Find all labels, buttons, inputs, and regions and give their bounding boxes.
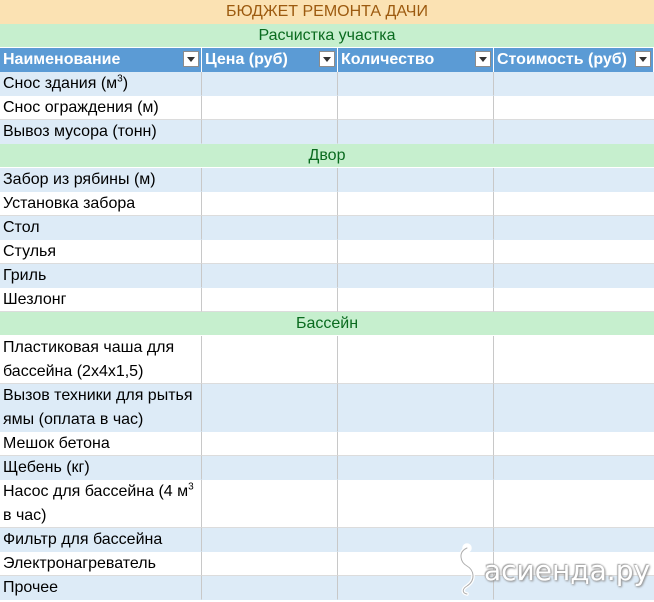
price-cell[interactable]: [202, 216, 338, 240]
row-label-cell[interactable]: [0, 96, 202, 120]
section-header-clearing: Расчистка участка: [0, 24, 654, 48]
quantity-cell[interactable]: [338, 192, 494, 216]
row-label-cell[interactable]: [0, 384, 202, 432]
row-label-cell[interactable]: [0, 336, 202, 384]
price-cell[interactable]: [202, 192, 338, 216]
cost-cell[interactable]: [494, 96, 654, 120]
price-cell[interactable]: [202, 480, 338, 528]
price-cell[interactable]: [202, 456, 338, 480]
row-label: Снос здания (м: [3, 75, 118, 92]
superscript: 3: [117, 73, 123, 85]
price-cell[interactable]: [202, 288, 338, 312]
row-label-line2: в час): [3, 507, 47, 524]
price-cell[interactable]: [202, 168, 338, 192]
column-header-label: Стоимость (руб): [497, 51, 627, 68]
cost-cell[interactable]: [494, 288, 654, 312]
column-header-label: Наименование: [3, 51, 121, 68]
row-label-cell[interactable]: [0, 432, 202, 456]
row-label-line2: бассейна (2х4х1,5): [3, 363, 144, 380]
row-label-cell[interactable]: [0, 240, 202, 264]
cost-cell[interactable]: [494, 336, 654, 384]
quantity-cell[interactable]: [338, 528, 494, 552]
row-label: Прочее: [3, 579, 59, 596]
cost-cell[interactable]: [494, 72, 654, 96]
row-label: Мешок бетона: [3, 435, 110, 452]
column-header-name[interactable]: [0, 48, 202, 72]
row-label-cell[interactable]: [0, 456, 202, 480]
cost-cell[interactable]: [494, 552, 654, 576]
cost-cell[interactable]: [494, 384, 654, 432]
row-label-cell[interactable]: [0, 120, 202, 144]
row-label-cell[interactable]: [0, 528, 202, 552]
row-label: Шезлонг: [3, 291, 67, 308]
price-cell[interactable]: [202, 240, 338, 264]
cost-cell[interactable]: [494, 120, 654, 144]
cost-cell[interactable]: [494, 264, 654, 288]
quantity-cell[interactable]: [338, 96, 494, 120]
column-header-cost[interactable]: [494, 48, 654, 72]
cost-cell[interactable]: [494, 168, 654, 192]
price-cell[interactable]: [202, 576, 338, 600]
watermark-text: асиенда.ру: [484, 554, 651, 587]
row-label-cell[interactable]: [0, 192, 202, 216]
cost-cell[interactable]: [494, 576, 654, 600]
column-header-label: Цена (руб): [205, 51, 288, 68]
row-label-cell[interactable]: [0, 552, 202, 576]
row-label-cell[interactable]: [0, 216, 202, 240]
row-label-cell[interactable]: [0, 288, 202, 312]
filter-dropdown-icon[interactable]: [635, 51, 651, 67]
quantity-cell[interactable]: [338, 336, 494, 384]
cost-cell[interactable]: [494, 480, 654, 528]
row-label: Щебень (кг): [3, 459, 90, 476]
row-label: Пластиковая чаша для: [3, 339, 175, 356]
filter-dropdown-icon[interactable]: [475, 51, 491, 67]
filter-dropdown-icon[interactable]: [183, 51, 199, 67]
price-cell[interactable]: [202, 264, 338, 288]
cost-cell[interactable]: [494, 240, 654, 264]
row-label: Стол: [3, 219, 40, 236]
price-cell[interactable]: [202, 72, 338, 96]
row-label-cell[interactable]: [0, 480, 202, 528]
row-label: Установка забора: [3, 195, 136, 212]
cost-cell[interactable]: [494, 456, 654, 480]
cost-cell[interactable]: [494, 432, 654, 456]
cost-cell[interactable]: [494, 528, 654, 552]
sheet-title: БЮДЖЕТ РЕМОНТА ДАЧИ: [0, 0, 654, 25]
section-header-pool: Бассейн: [0, 312, 654, 336]
price-cell[interactable]: [202, 336, 338, 384]
row-label: Электронагреватель: [3, 555, 156, 572]
quantity-cell[interactable]: [338, 120, 494, 144]
row-label: Насос для бассейна (4 м: [3, 483, 189, 500]
quantity-cell[interactable]: [338, 576, 494, 600]
price-cell[interactable]: [202, 96, 338, 120]
price-cell[interactable]: [202, 384, 338, 432]
row-label-cell[interactable]: [0, 72, 202, 96]
row-label: Снос ограждения (м): [3, 99, 159, 116]
row-label: Вызов техники для рытья: [3, 387, 193, 404]
row-label: Вывоз мусора (тонн): [3, 123, 157, 140]
column-header-price[interactable]: [202, 48, 338, 72]
budget-table: [0, 24, 654, 600]
row-label: Гриль: [3, 267, 47, 284]
quantity-cell[interactable]: [338, 264, 494, 288]
quantity-cell[interactable]: [338, 552, 494, 576]
price-cell[interactable]: [202, 528, 338, 552]
price-cell[interactable]: [202, 552, 338, 576]
section-header-yard: Двор: [0, 144, 654, 168]
row-label-end: ): [122, 75, 129, 92]
row-label-cell[interactable]: [0, 168, 202, 192]
row-label: Фильтр для бассейна: [3, 531, 163, 548]
column-header-label: Количество: [341, 51, 435, 68]
quantity-cell[interactable]: [338, 288, 494, 312]
quantity-cell[interactable]: [338, 240, 494, 264]
row-label: Стулья: [3, 243, 57, 260]
column-header-quantity[interactable]: [338, 48, 494, 72]
quantity-cell[interactable]: [338, 432, 494, 456]
quantity-cell[interactable]: [338, 72, 494, 96]
cost-cell[interactable]: [494, 216, 654, 240]
quantity-cell[interactable]: [338, 480, 494, 528]
quantity-cell[interactable]: [338, 168, 494, 192]
superscript: 3: [188, 481, 194, 493]
row-label-cell[interactable]: [0, 576, 202, 600]
cost-cell[interactable]: [494, 192, 654, 216]
quantity-cell[interactable]: [338, 456, 494, 480]
row-label: Забор из рябины (м): [3, 171, 156, 188]
quantity-cell[interactable]: [338, 216, 494, 240]
quantity-cell[interactable]: [338, 384, 494, 432]
row-label-cell[interactable]: [0, 264, 202, 288]
filter-dropdown-icon[interactable]: [319, 51, 335, 67]
row-label-line2: ямы (оплата в час): [3, 411, 144, 428]
price-cell[interactable]: [202, 120, 338, 144]
price-cell[interactable]: [202, 432, 338, 456]
